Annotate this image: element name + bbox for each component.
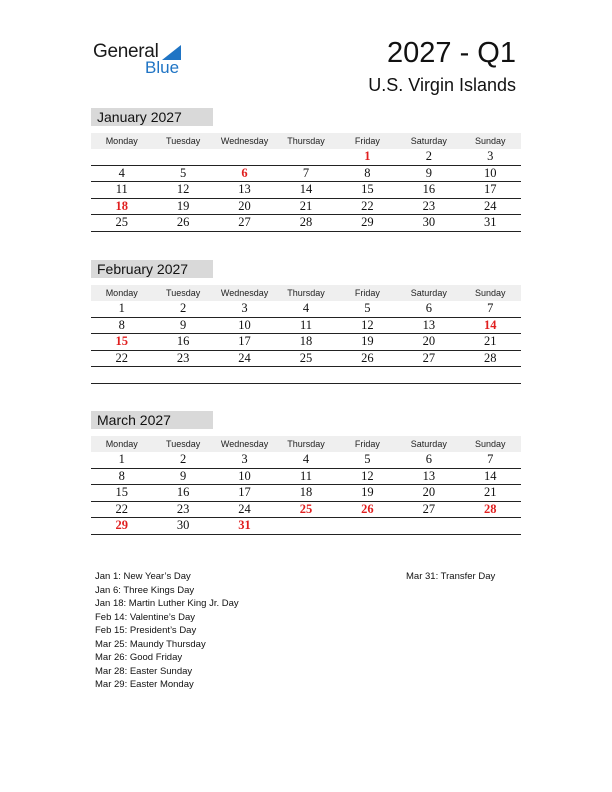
- day-cell: 17: [238, 334, 251, 348]
- day-cell: 8: [118, 317, 125, 332]
- day-cell: 10: [238, 468, 251, 483]
- day-cell: 11: [115, 182, 128, 196]
- day-cell: 22: [115, 501, 128, 516]
- day-cell: 12: [361, 468, 374, 483]
- holiday-list-right: [406, 570, 495, 584]
- weekday-label: Thursday: [287, 439, 325, 449]
- day-cell: 28: [299, 215, 313, 229]
- day-cell: 24: [238, 501, 251, 516]
- page-subtitle: U.S. Virgin Islands: [368, 75, 516, 95]
- week-row: [91, 166, 521, 183]
- day-cell: [91, 367, 152, 383]
- day-cell: 8: [364, 165, 371, 180]
- day-cell: [460, 518, 521, 534]
- day-cell: 21: [299, 198, 313, 213]
- day-cell: 19: [176, 198, 190, 213]
- day-cell: 31: [483, 215, 497, 229]
- holiday-entry: Jan 1: New Year’s Day: [95, 571, 191, 582]
- day-cell: 14: [299, 182, 313, 196]
- week-row: [91, 149, 521, 166]
- day-cell: [214, 367, 275, 383]
- holiday-entry: Mar 28: Easter Sunday: [95, 665, 193, 677]
- weekday-label: Tuesday: [166, 288, 201, 298]
- week-row: [91, 351, 521, 368]
- weekday-label: Sunday: [474, 439, 506, 449]
- day-cell: 7: [302, 165, 310, 180]
- day-cell: 20: [238, 198, 251, 213]
- week-row: [91, 502, 521, 519]
- day-cell: 17: [238, 485, 251, 499]
- day-cell: 3: [487, 149, 494, 163]
- day-cell: 23: [176, 501, 190, 516]
- day-cell: 2: [425, 149, 432, 163]
- week-row: [91, 334, 521, 351]
- week-row: [91, 301, 521, 318]
- weekday-label: Friday: [354, 136, 380, 146]
- month-calendar-january: [91, 108, 521, 232]
- day-cell: 5: [364, 452, 371, 466]
- logo-blue-text: Blue: [145, 58, 180, 77]
- day-cell: 19: [361, 485, 374, 499]
- weekday-label: Saturday: [410, 439, 447, 449]
- weekday-label: Monday: [105, 136, 138, 146]
- day-cell: 2: [180, 301, 187, 315]
- month-calendar-march: [91, 411, 521, 535]
- week-row: [91, 367, 521, 384]
- day-cell: 22: [361, 198, 374, 213]
- week-row: [91, 182, 521, 199]
- day-cell: 10: [483, 165, 497, 180]
- day-cell: 21: [483, 485, 497, 499]
- day-cell: 6: [241, 165, 248, 180]
- day-cell: 27: [422, 350, 436, 365]
- day-cell: 9: [425, 165, 432, 180]
- day-cell: 18: [299, 334, 313, 348]
- day-cell: 6: [425, 452, 432, 466]
- day-cell: [214, 149, 275, 165]
- day-cell: 21: [483, 334, 497, 348]
- day-cell: 4: [302, 301, 310, 315]
- day-cell: 4: [118, 165, 125, 180]
- month-name: January 2027: [91, 108, 213, 126]
- day-cell: 25: [299, 501, 313, 516]
- weekday-label: Friday: [354, 439, 380, 449]
- day-cell: 16: [176, 334, 190, 348]
- day-cell: 20: [422, 334, 436, 348]
- day-cell: 29: [361, 215, 374, 229]
- weekday-label: Sunday: [474, 136, 506, 146]
- holiday-entry: Mar 31: Transfer Day: [406, 571, 496, 582]
- day-cell: 25: [299, 350, 313, 365]
- day-cell: 14: [483, 468, 497, 483]
- day-cell: 11: [299, 317, 312, 332]
- day-cell: 7: [487, 301, 494, 315]
- day-cell: 13: [238, 182, 251, 196]
- day-cell: 3: [241, 452, 248, 466]
- week-row: [91, 215, 521, 232]
- day-cell: 1: [364, 149, 371, 163]
- logo: [93, 41, 193, 81]
- day-cell: 22: [115, 350, 128, 365]
- day-cell: 30: [176, 518, 190, 532]
- day-cell: 19: [361, 334, 374, 348]
- day-cell: 18: [299, 485, 313, 499]
- weekday-label: Tuesday: [166, 439, 201, 449]
- day-cell: [337, 518, 398, 534]
- day-cell: 5: [180, 165, 187, 180]
- week-row: [91, 318, 521, 335]
- month-calendar-february: [91, 260, 521, 384]
- day-cell: [152, 149, 213, 165]
- day-cell: 23: [422, 198, 436, 213]
- day-cell: 15: [361, 182, 374, 196]
- day-cell: 24: [238, 350, 251, 365]
- day-cell: [275, 367, 336, 383]
- day-cell: [91, 149, 152, 165]
- day-cell: [275, 518, 336, 534]
- week-row: [91, 452, 521, 469]
- day-cell: 16: [176, 485, 190, 499]
- weekday-label: Thursday: [287, 136, 325, 146]
- holiday-entry: Feb 15: President’s Day: [95, 625, 197, 636]
- weekday-label: Wednesday: [220, 136, 269, 146]
- day-cell: 23: [176, 350, 190, 365]
- day-cell: 20: [422, 485, 436, 499]
- weekday-label: Saturday: [410, 288, 447, 298]
- weekday-label: Wednesday: [220, 439, 269, 449]
- day-cell: 1: [118, 452, 125, 466]
- day-cell: [398, 518, 459, 534]
- weekday-label: Monday: [105, 288, 138, 298]
- weekday-label: Sunday: [474, 288, 506, 298]
- day-cell: 27: [422, 501, 436, 516]
- day-cell: 13: [422, 317, 436, 332]
- day-cell: 11: [299, 468, 312, 483]
- weekday-label: Saturday: [410, 136, 447, 146]
- day-cell: 28: [483, 501, 497, 516]
- weekday-header-row: [91, 436, 521, 452]
- weekday-header-row: [91, 285, 521, 301]
- logo-general-text: General: [93, 41, 159, 62]
- weekday-label: Friday: [354, 288, 380, 298]
- day-cell: 9: [180, 468, 187, 483]
- day-cell: 7: [487, 452, 494, 466]
- day-cell: 17: [483, 182, 497, 196]
- day-cell: 16: [422, 182, 436, 196]
- day-cell: 27: [238, 215, 251, 229]
- holiday-list-left: [95, 570, 239, 692]
- day-cell: 30: [422, 215, 436, 229]
- day-cell: 29: [115, 518, 128, 532]
- holiday-entry: Jan 18: Martin Luther King Jr. Day: [95, 598, 239, 609]
- day-cell: 26: [361, 350, 374, 365]
- day-cell: 9: [180, 317, 187, 332]
- day-cell: 12: [176, 182, 190, 196]
- weekday-label: Tuesday: [166, 136, 201, 146]
- day-cell: [460, 367, 521, 383]
- day-cell: 15: [115, 485, 128, 499]
- day-cell: 3: [241, 301, 248, 315]
- week-row: [91, 469, 521, 486]
- day-cell: 4: [302, 452, 310, 466]
- day-cell: 2: [180, 452, 187, 466]
- month-name: March 2027: [91, 411, 213, 429]
- holiday-entry: Mar 25: Maundy Thursday: [95, 638, 206, 650]
- day-cell: 26: [176, 215, 190, 229]
- month-name: February 2027: [91, 260, 213, 278]
- holiday-entry: Mar 26: Good Friday: [95, 652, 183, 663]
- weekday-label: Wednesday: [220, 288, 269, 298]
- page-title: 2027 - Q1: [387, 37, 516, 69]
- day-cell: 28: [483, 350, 497, 365]
- day-cell: 25: [115, 215, 128, 229]
- weekday-label: Thursday: [287, 288, 325, 298]
- weekday-label: Monday: [105, 439, 138, 449]
- day-cell: 8: [118, 468, 125, 483]
- holiday-entry: Jan 6: Three Kings Day: [95, 584, 195, 596]
- holiday-entry: Feb 14: Valentine’s Day: [95, 611, 195, 623]
- day-cell: [337, 367, 398, 383]
- day-cell: 1: [118, 301, 125, 315]
- day-cell: 26: [361, 501, 374, 516]
- day-cell: 31: [238, 518, 251, 532]
- week-row: [91, 518, 521, 535]
- week-row: [91, 199, 521, 216]
- day-cell: 13: [422, 468, 436, 483]
- day-cell: 15: [115, 334, 128, 348]
- day-cell: 18: [115, 198, 128, 213]
- day-cell: 12: [361, 317, 374, 332]
- day-cell: [398, 367, 459, 383]
- weekday-header-row: [91, 133, 521, 149]
- day-cell: 5: [364, 301, 371, 315]
- day-cell: 10: [238, 317, 251, 332]
- day-cell: 14: [483, 317, 497, 332]
- day-cell: 24: [483, 198, 497, 213]
- holiday-entry: Mar 29: Easter Monday: [95, 679, 194, 690]
- day-cell: 6: [425, 301, 432, 315]
- day-cell: [152, 367, 213, 383]
- week-row: [91, 485, 521, 502]
- day-cell: [275, 149, 336, 165]
